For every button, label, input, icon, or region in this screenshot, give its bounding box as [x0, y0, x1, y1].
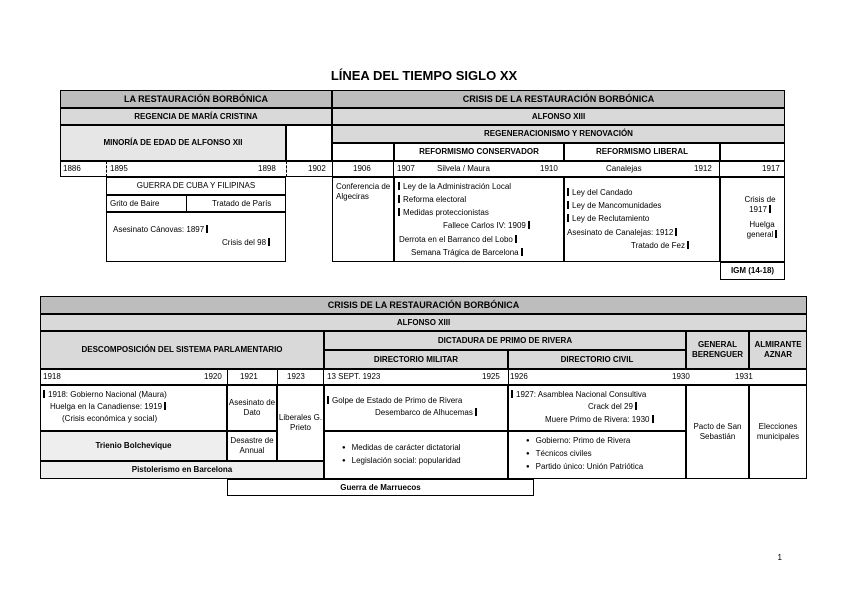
- year-1923: 1923: [287, 372, 305, 381]
- muere-primo: Muere Primo de Rivera: 1930: [545, 415, 654, 425]
- year-1895: 1895: [110, 164, 128, 173]
- year-1920: 1920: [204, 372, 222, 381]
- pacto-san-sebastian: Pacto de San Sebastián: [686, 385, 749, 479]
- header-regencia: REGENCIA DE MARÍA CRISTINA: [60, 108, 332, 125]
- huelga-general: Huelga general: [742, 220, 782, 240]
- header-ref-liberal: REFORMISMO LIBERAL: [564, 143, 720, 161]
- grito-baire: Grito de Baire: [110, 199, 160, 208]
- t2-header-dir-civil: DIRECTORIO CIVIL: [508, 350, 686, 369]
- year-1930: 1930: [672, 372, 690, 381]
- asamblea-nacional: 1927: Asamblea Nacional Consultiva: [511, 390, 646, 400]
- header-regeneracionismo: REGENERACIONISMO Y RENOVACIÓN: [332, 125, 785, 143]
- page-title: LÍNEA DEL TIEMPO SIGLO XX: [330, 68, 518, 83]
- pistolerismo: Pistolerismo en Barcelona: [40, 461, 324, 479]
- crisis-1917: Crisis de 1917: [740, 195, 780, 215]
- year-1912: 1912: [694, 164, 712, 173]
- gobierno-nacional: 1918: Gobierno Nacional (Maura): [43, 390, 167, 400]
- igm: IGM (14-18): [720, 262, 785, 280]
- t2-header-descomposicion: DESCOMPOSICIÓN DEL SISTEMA PARLAMENTARIO: [40, 331, 324, 369]
- civ-item-2: ● Técnicos civiles: [526, 449, 592, 459]
- golpe-estado: Golpe de Estado de Primo de Rivera: [327, 396, 462, 406]
- conferencia-algeciras: Conferencia de Algeciras: [336, 182, 391, 201]
- dash-1898: [286, 161, 287, 177]
- tratado-paris: Tratado de París: [212, 199, 272, 208]
- civ-item-1: ● Gobierno: Primo de Rivera: [526, 436, 630, 446]
- mil-item-1: ● Medidas de carácter dictatorial: [342, 443, 461, 453]
- year-1907: 1907: [397, 164, 415, 173]
- cons-item-1: Ley de la Administración Local: [398, 182, 511, 192]
- trienio-bolchevique: Trienio Bolchevique: [40, 431, 227, 461]
- cons-item-2: Reforma electoral: [398, 195, 466, 205]
- header-alfonso: ALFONSO XIII: [332, 108, 785, 125]
- elecciones-municipales: Elecciones municipales: [749, 385, 807, 479]
- header-crisis: CRISIS DE LA RESTAURACIÓN BORBÓNICA: [332, 90, 785, 108]
- year-1910: 1910: [540, 164, 558, 173]
- semana-tragica: Semana Trágica de Barcelona: [411, 248, 523, 258]
- guerra-marruecos: Guerra de Marruecos: [227, 479, 534, 496]
- blank-cell: [720, 143, 785, 161]
- year-1925: 1925: [482, 372, 500, 381]
- year-1906: 1906: [353, 164, 371, 173]
- crisis-98: Crisis del 98: [222, 238, 270, 248]
- desastre-annual: Desastre de Annual: [227, 431, 277, 461]
- asesinato-canalejas: Asesinato de Canalejas: 1912: [567, 228, 677, 238]
- year-1902: 1902: [308, 164, 326, 173]
- desembarco-alhucemas: Desembarco de Alhucemas: [375, 408, 477, 418]
- t2-header-berenguer: GENERAL BERENGUER: [686, 331, 749, 369]
- derrota-barranco: Derrota en el Barranco del Lobo: [399, 235, 517, 245]
- t2-header-dictadura: DICTADURA DE PRIMO DE RIVERA: [324, 331, 686, 350]
- crack-29: Crack del 29: [588, 402, 637, 412]
- lib-item-3: Ley de Reclutamiento: [567, 214, 649, 224]
- header-minoria: MINORÍA DE EDAD DE ALFONSO XII: [60, 125, 286, 161]
- label-canalejas: Canalejas: [606, 164, 642, 173]
- page-number: 1: [777, 553, 782, 562]
- t2-header-aznar: ALMIRANTE AZNAR: [749, 331, 807, 369]
- blank-cell: [286, 125, 332, 161]
- year-1918: 1918: [43, 372, 61, 381]
- crisis-economica: (Crisis económica y social): [62, 414, 158, 423]
- cuba-notes: [106, 212, 286, 262]
- t2-header-dir-militar: DIRECTORIO MILITAR: [324, 350, 508, 369]
- lib-item-2: Ley de Mancomunidades: [567, 201, 661, 211]
- header-restauracion: LA RESTAURACIÓN BORBÓNICA: [60, 90, 332, 108]
- year-1921: 1921: [240, 372, 258, 381]
- year-1917: 1917: [762, 164, 780, 173]
- asesinato-dato: Asesinato de Dato: [227, 385, 277, 431]
- fallece-carlos: Fallece Carlos IV: 1909: [443, 221, 530, 231]
- t2-div-c: [508, 369, 509, 385]
- civ-item-3: ● Partido único: Unión Patriótica: [526, 462, 643, 472]
- cons-item-3: Medidas proteccionistas: [398, 208, 489, 218]
- mil-item-2: ● Legislación social: popularidad: [342, 456, 461, 466]
- guerra-cuba: GUERRA DE CUBA Y FILIPINAS: [106, 177, 286, 195]
- year-1898: 1898: [258, 164, 276, 173]
- huelga-canadiense: Huelga en la Canadiense: 1919: [50, 402, 166, 412]
- asesinato-canovas: Asesinato Cánovas: 1897: [113, 225, 208, 235]
- year-sept-1923: 13 SEPT. 1923: [327, 372, 381, 381]
- header-ref-conservador: REFORMISMO CONSERVADOR: [394, 143, 564, 161]
- year-1926: 1926: [510, 372, 528, 381]
- liberales-prieto: Liberales G. Prieto: [277, 385, 324, 461]
- lib-item-1: Ley del Candado: [567, 188, 633, 198]
- cell-militar-items: [324, 431, 508, 479]
- blank-cell: [332, 143, 394, 161]
- year-1931: 1931: [735, 372, 753, 381]
- label-silvela: Silvela / Maura: [437, 164, 490, 173]
- t2-header-crisis: CRISIS DE LA RESTAURACIÓN BORBÓNICA: [40, 296, 807, 314]
- tratado-fez: Tratado de Fez: [631, 241, 689, 251]
- year-1886: 1886: [63, 164, 81, 173]
- dash-1895: [106, 161, 107, 177]
- t2-header-alfonso: ALFONSO XIII: [40, 314, 807, 331]
- t2-years-row: [40, 369, 807, 385]
